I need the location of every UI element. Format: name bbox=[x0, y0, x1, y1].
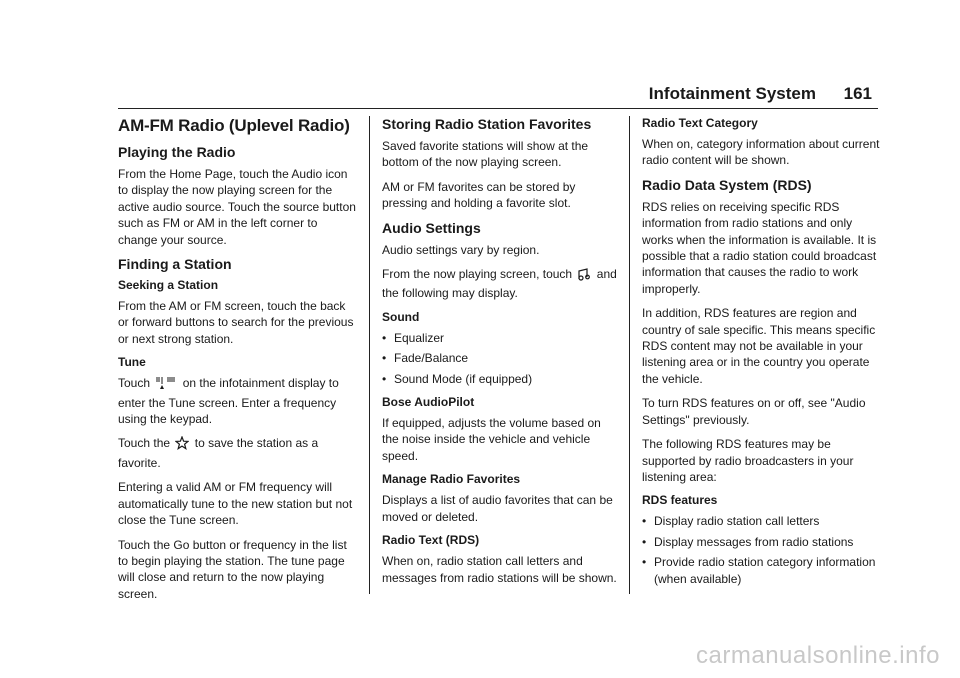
paragraph: From the Home Page, touch the Audio icon to display the now playing screen for the active audio source. Touch the source button such as FM or AM in the left corner to change your source. bbox=[118, 167, 356, 247]
subheading-seeking: Seeking a Station bbox=[118, 278, 219, 293]
tune-keypad-icon bbox=[155, 376, 177, 394]
paragraph: Displays a list of audio favorites that can be moved or deleted. bbox=[382, 493, 613, 524]
watermark: carmanualsonline.info bbox=[696, 642, 940, 669]
text: to save the station as a favorite. bbox=[118, 436, 319, 470]
subheading-bose: Bose AudioPilot bbox=[382, 395, 475, 410]
list-item: • Display radio station call letters bbox=[642, 513, 882, 529]
paragraph: When on, radio station call letters and messages from radio stations will be shown. bbox=[382, 554, 617, 585]
star-icon bbox=[175, 436, 189, 454]
list-item: • Display messages from radio stations bbox=[642, 534, 882, 550]
heading-audio-settings: Audio Settings bbox=[382, 219, 481, 236]
rds-features-list bbox=[642, 513, 882, 587]
paragraph: AM or FM favorites can be stored by pressing and holding a favorite slot. bbox=[382, 179, 576, 211]
audio-settings-icon bbox=[577, 267, 591, 285]
subheading-rds-features: RDS features bbox=[642, 493, 718, 508]
text: Touch bbox=[118, 376, 151, 391]
paragraph: From the AM or FM screen, touch the back or forward buttons to search for the previous or next strong station. bbox=[118, 299, 354, 346]
paragraph-tune bbox=[118, 375, 358, 427]
subheading-manage-favorites: Manage Radio Favorites bbox=[382, 472, 521, 487]
paragraph: If equipped, adjusts the volume based on the noise inside the vehicle and vehicle speed. bbox=[382, 416, 601, 463]
subheading-sound: Sound bbox=[382, 309, 420, 324]
column-divider bbox=[369, 116, 370, 594]
subheading-tune: Tune bbox=[118, 355, 146, 370]
heading-finding-station: Finding a Station bbox=[118, 256, 232, 273]
column-middle bbox=[382, 116, 618, 594]
paragraph: In addition, RDS features are region and country of sale specific. This means specific RDS content may not be available in your listening area or in the country you operate the vehicle. bbox=[642, 306, 876, 386]
column-left bbox=[118, 116, 358, 610]
paragraph: When on, category information about current radio content will be shown. bbox=[642, 137, 880, 168]
column-divider bbox=[629, 116, 630, 594]
text: and the following may display. bbox=[382, 267, 617, 301]
paragraph: RDS relies on receiving specific RDS information from radio stations and only works when the information is available. It is possible that a radio station could broadcast information that causes the radio to work improperly. bbox=[642, 199, 877, 296]
page-number: 161 bbox=[843, 84, 872, 103]
page-header bbox=[118, 84, 878, 114]
paragraph: Audio settings vary by region. bbox=[382, 242, 540, 257]
paragraph: Entering a valid AM or FM frequency will automatically tune to the new station but not close the Tune screen. bbox=[118, 480, 353, 528]
list-item: • Provide radio station category information (when available) bbox=[642, 554, 882, 587]
list-item: • Sound Mode (if equipped) bbox=[382, 371, 618, 387]
paragraph: To turn RDS features on or off, see "Audio Settings" previously. bbox=[642, 396, 866, 427]
sound-list bbox=[382, 330, 618, 387]
text: Touch the bbox=[118, 436, 171, 451]
text: From the now playing screen, touch bbox=[382, 267, 573, 282]
list-item: • Equalizer bbox=[382, 330, 618, 346]
list-item: • Fade/Balance bbox=[382, 350, 618, 366]
paragraph-favorite bbox=[118, 435, 358, 471]
text: on the infotainment display to enter the Tune screen. Enter a frequency using the keypad. bbox=[118, 376, 339, 427]
paragraph: Touch the Go button or frequency in the list to begin playing the station. The tune page will close and return to the now playing screen. bbox=[118, 537, 347, 601]
heading-playing-radio: Playing the Radio bbox=[118, 144, 236, 160]
column-right bbox=[642, 116, 882, 595]
heading-storing-favorites: Storing Radio Station Favorites bbox=[382, 116, 592, 132]
header-rule bbox=[118, 108, 878, 109]
paragraph: The following RDS features may be supported by radio broadcasters in your listening area: bbox=[642, 437, 854, 484]
paragraph: Saved favorite stations will show at the bottom of the now playing screen. bbox=[382, 139, 589, 170]
subheading-radio-text: Radio Text (RDS) bbox=[382, 533, 480, 548]
article-title: AM-FM Radio (Uplevel Radio) bbox=[118, 116, 350, 135]
section-title: Infotainment System bbox=[648, 84, 816, 103]
subheading-radio-text-category: Radio Text Category bbox=[642, 116, 758, 130]
heading-rds: Radio Data System (RDS) bbox=[642, 176, 812, 193]
paragraph-audio-settings bbox=[382, 266, 618, 302]
